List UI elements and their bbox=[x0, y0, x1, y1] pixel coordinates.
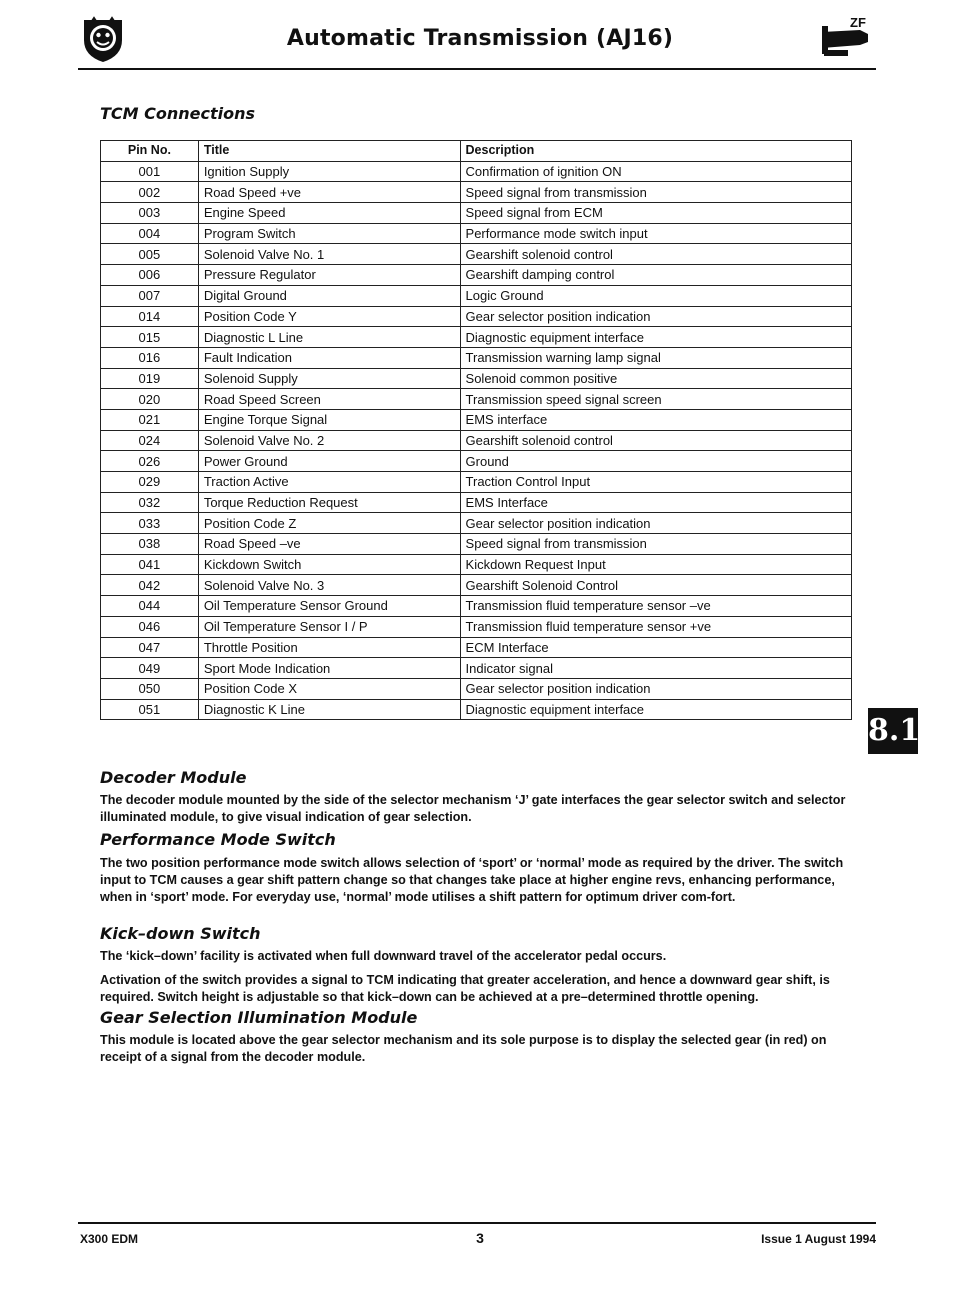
pin-description-cell: Speed signal from ECM bbox=[460, 203, 851, 224]
pin-title-cell: Torque Reduction Request bbox=[198, 492, 460, 513]
pin-title-cell: Ignition Supply bbox=[198, 161, 460, 182]
table-row bbox=[101, 575, 852, 596]
pin-title-cell: Digital Ground bbox=[198, 285, 460, 306]
pin-number-cell: 041 bbox=[101, 554, 199, 575]
table-header-row bbox=[101, 141, 852, 162]
table-row bbox=[101, 637, 852, 658]
pin-number-cell: 038 bbox=[101, 534, 199, 555]
table-row bbox=[101, 616, 852, 637]
tcm-connections-table bbox=[100, 140, 852, 720]
pin-description-cell: Transmission speed signal screen bbox=[460, 389, 851, 410]
pin-title-cell: Oil Temperature Sensor I / P bbox=[198, 616, 460, 637]
pin-description-cell: Diagnostic equipment interface bbox=[460, 327, 851, 348]
pin-number-cell: 026 bbox=[101, 451, 199, 472]
page-title: Automatic Transmission (AJ16) bbox=[286, 26, 674, 51]
table-row bbox=[101, 347, 852, 368]
pin-title-cell: Road Speed Screen bbox=[198, 389, 460, 410]
table-row bbox=[101, 658, 852, 679]
pin-description-cell: Gearshift damping control bbox=[460, 265, 851, 286]
pin-title-cell: Oil Temperature Sensor Ground bbox=[198, 596, 460, 617]
pin-title-cell: Position Code X bbox=[198, 678, 460, 699]
table-row bbox=[101, 223, 852, 244]
pin-title-cell: Diagnostic L Line bbox=[198, 327, 460, 348]
pin-description-cell: Gear selector position indication bbox=[460, 306, 851, 327]
pin-title-cell: Power Ground bbox=[198, 451, 460, 472]
pin-description-cell: Kickdown Request Input bbox=[460, 554, 851, 575]
column-header-pin: Pin No. bbox=[101, 141, 199, 162]
zf-badge-text: ZF bbox=[850, 15, 866, 30]
pin-title-cell: Solenoid Valve No. 3 bbox=[198, 575, 460, 596]
pin-title-cell: Road Speed +ve bbox=[198, 182, 460, 203]
pin-title-cell: Program Switch bbox=[198, 223, 460, 244]
pin-number-cell: 005 bbox=[101, 244, 199, 265]
pin-number-cell: 004 bbox=[101, 223, 199, 244]
footer-document-code: X300 EDM bbox=[80, 1232, 139, 1246]
pin-title-cell: Position Code Z bbox=[198, 513, 460, 534]
pin-description-cell: Indicator signal bbox=[460, 658, 851, 679]
pin-description-cell: Ground bbox=[460, 451, 851, 472]
pin-title-cell: Pressure Regulator bbox=[198, 265, 460, 286]
pin-description-cell: EMS Interface bbox=[460, 492, 851, 513]
table-row bbox=[101, 534, 852, 555]
table-row bbox=[101, 554, 852, 575]
pin-description-cell: EMS interface bbox=[460, 409, 851, 430]
page-number: 3 bbox=[476, 1230, 484, 1246]
table-row bbox=[101, 368, 852, 389]
pin-description-cell: Solenoid common positive bbox=[460, 368, 851, 389]
pin-number-cell: 042 bbox=[101, 575, 199, 596]
pin-description-cell: Transmission fluid temperature sensor –ve bbox=[460, 596, 851, 617]
kickdown-heading: Kick–down Switch bbox=[100, 924, 261, 943]
zf-transmission-icon bbox=[820, 14, 872, 60]
pin-description-cell: Confirmation of ignition ON bbox=[460, 161, 851, 182]
section-tab: 8.1 bbox=[868, 708, 918, 754]
kickdown-paragraph-2: Activation of the switch provides a signal to TCM indicating that greater acceleration, and hence a downward gear shift, is required. Switch height is adjustable so that kick–down can be achieved at a pre–determined throttle opening. bbox=[100, 973, 830, 1004]
pin-number-cell: 020 bbox=[101, 389, 199, 410]
pin-number-cell: 050 bbox=[101, 678, 199, 699]
table-row bbox=[101, 265, 852, 286]
pin-description-cell: Gear selector position indication bbox=[460, 678, 851, 699]
performance-heading: Performance Mode Switch bbox=[100, 830, 336, 849]
pin-number-cell: 002 bbox=[101, 182, 199, 203]
table-row bbox=[101, 513, 852, 534]
table-row bbox=[101, 203, 852, 224]
pin-description-cell: Transmission fluid temperature sensor +ve bbox=[460, 616, 851, 637]
pin-title-cell: Sport Mode Indication bbox=[198, 658, 460, 679]
pin-number-cell: 021 bbox=[101, 409, 199, 430]
pin-description-cell: Speed signal from transmission bbox=[460, 534, 851, 555]
pin-description-cell: Gear selector position indication bbox=[460, 513, 851, 534]
pin-title-cell: Engine Speed bbox=[198, 203, 460, 224]
tcm-heading: TCM Connections bbox=[100, 104, 256, 123]
pin-number-cell: 029 bbox=[101, 472, 199, 493]
pin-title-cell: Traction Active bbox=[198, 472, 460, 493]
pin-description-cell: Diagnostic equipment interface bbox=[460, 699, 851, 720]
pin-number-cell: 019 bbox=[101, 368, 199, 389]
pin-description-cell: Logic Ground bbox=[460, 285, 851, 306]
pin-number-cell: 051 bbox=[101, 699, 199, 720]
pin-number-cell: 014 bbox=[101, 306, 199, 327]
illumination-heading: Gear Selection Illumination Module bbox=[100, 1008, 418, 1027]
table-row bbox=[101, 430, 852, 451]
pin-title-cell: Fault Indication bbox=[198, 347, 460, 368]
table-row bbox=[101, 306, 852, 327]
decoder-heading: Decoder Module bbox=[100, 768, 247, 787]
footer-divider bbox=[78, 1222, 876, 1224]
table-row bbox=[101, 389, 852, 410]
pin-title-cell: Throttle Position bbox=[198, 637, 460, 658]
pin-title-cell: Solenoid Valve No. 2 bbox=[198, 430, 460, 451]
table-row bbox=[101, 451, 852, 472]
decoder-paragraph: The decoder module mounted by the side of the selector mechanism ‘J’ gate interfaces the gear selector switch and selector illuminated module, to give visual indication of gear selection. bbox=[100, 793, 846, 824]
table-row bbox=[101, 285, 852, 306]
pin-description-cell: Traction Control Input bbox=[460, 472, 851, 493]
pin-number-cell: 015 bbox=[101, 327, 199, 348]
table-row bbox=[101, 327, 852, 348]
pin-description-cell: Gearshift solenoid control bbox=[460, 430, 851, 451]
pin-description-cell: Gearshift solenoid control bbox=[460, 244, 851, 265]
performance-paragraph: The two position performance mode switch allows selection of ‘sport’ or ‘normal’ mode as required by the driver. The switch input to TCM causes a gear shift pattern change so that changes take place at higher engine revs, enhancing performance, when in ‘sport’ mode. For everyday use, ‘normal’ mode utilises a shift pattern for optimum driver com-fort. bbox=[100, 856, 844, 904]
illumination-paragraph: This module is located above the gear selector mechanism and its sole purpose is to display the selected gear (in red) on receipt of a signal from the decoder module. bbox=[100, 1033, 827, 1064]
table-row bbox=[101, 699, 852, 720]
table-row bbox=[101, 596, 852, 617]
pin-number-cell: 032 bbox=[101, 492, 199, 513]
pin-description-cell: ECM Interface bbox=[460, 637, 851, 658]
pin-number-cell: 007 bbox=[101, 285, 199, 306]
pin-number-cell: 046 bbox=[101, 616, 199, 637]
table-row bbox=[101, 678, 852, 699]
table-row bbox=[101, 409, 852, 430]
pin-number-cell: 016 bbox=[101, 347, 199, 368]
pin-description-cell: Speed signal from transmission bbox=[460, 182, 851, 203]
pin-title-cell: Diagnostic K Line bbox=[198, 699, 460, 720]
pin-number-cell: 003 bbox=[101, 203, 199, 224]
pin-description-cell: Transmission warning lamp signal bbox=[460, 347, 851, 368]
pin-number-cell: 033 bbox=[101, 513, 199, 534]
pin-description-cell: Performance mode switch input bbox=[460, 223, 851, 244]
footer-issue-date: Issue 1 August 1994 bbox=[761, 1232, 876, 1246]
pin-number-cell: 024 bbox=[101, 430, 199, 451]
table-row bbox=[101, 182, 852, 203]
table-row bbox=[101, 492, 852, 513]
table-row bbox=[101, 472, 852, 493]
pin-title-cell: Kickdown Switch bbox=[198, 554, 460, 575]
pin-number-cell: 006 bbox=[101, 265, 199, 286]
column-header-description: Description bbox=[460, 141, 851, 162]
table-row bbox=[101, 161, 852, 182]
table-row bbox=[101, 244, 852, 265]
kickdown-paragraph-1: The ‘kick–down’ facility is activated when full downward travel of the accelerator pedal occurs. bbox=[100, 949, 667, 963]
pin-number-cell: 044 bbox=[101, 596, 199, 617]
pin-title-cell: Road Speed –ve bbox=[198, 534, 460, 555]
pin-title-cell: Engine Torque Signal bbox=[198, 409, 460, 430]
header-divider bbox=[78, 68, 876, 70]
pin-description-cell: Gearshift Solenoid Control bbox=[460, 575, 851, 596]
column-header-title: Title bbox=[198, 141, 460, 162]
pin-number-cell: 049 bbox=[101, 658, 199, 679]
pin-title-cell: Position Code Y bbox=[198, 306, 460, 327]
pin-title-cell: Solenoid Supply bbox=[198, 368, 460, 389]
pin-number-cell: 001 bbox=[101, 161, 199, 182]
pin-title-cell: Solenoid Valve No. 1 bbox=[198, 244, 460, 265]
pin-number-cell: 047 bbox=[101, 637, 199, 658]
